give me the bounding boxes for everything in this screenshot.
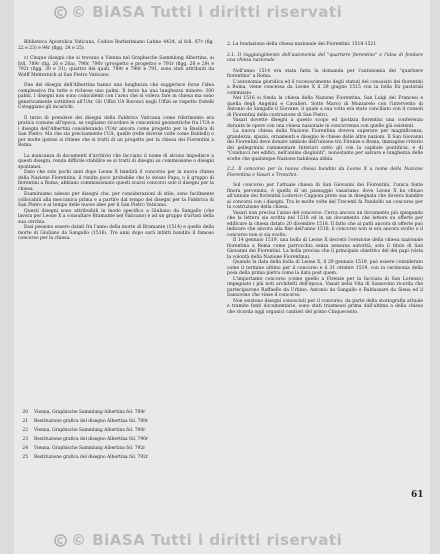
caption-line: 24 Vienna, Graphische Sammlung Albertina fol. 792r xyxy=(22,446,146,451)
right-paragraph: Vasari dovette disegni a questo scopo ed ipotizza fiorentini una conferenza durante le opere con una chiesa nazionale in concorrenza con quelle già esistenti. xyxy=(227,118,423,129)
watermark-text: © BiASA Tutti i diritti riservati xyxy=(71,531,343,549)
section-heading: 2. La fondazione della chiesa nazionale dei Fiorentini: 1518-1521 xyxy=(227,42,377,47)
right-paragraph: L'importante concorso (come quello a Firenze per la facciata di San Lorenzo) impegnato i più noti architetti dell'epoca. Vasari nella Vita di Sansovino ricorda che parteciparono Raffaello da Urbino, Antonio da Sangallo e Baldassare da Siena ed il Sansovino che vinse il concorso. xyxy=(227,276,423,298)
left-paragraph: c) Cinque disegni che si trovano a Vienna nel Graphische Sammlung Albertina, ai foll. 789r (fig. 26 e 26a), 790r, 790v (prospetto e progetto) e 791r (figg. 28 e 29) e 792r (figg. 30 e 31); quattro dei quali, 789r e 790r e 791, sono stati attribuiti da Wolff Metternich al San Pietro Vaticano. xyxy=(18,56,214,78)
right-paragraph: La nuova chiesa della Nazione Fiorentina doveva superare per magnificenza, grandezza, spazio, ornamenti e disegno le chiese delle altre nazioni. Il San Giovanni dei Fiorentini deve donare simbolo dell'unione tra Firenze e Roma, immagine criterio dei pellegrinini rammentare Interiori sotto gli con la capitale pontificia, e di "Conducci nei edifici, nell'animo disgiunti", nonostante per salvare e lunghezza delle scelte che qualunque Nazione babilonia abbia. xyxy=(227,129,423,162)
left-paragraph: Essi possono essere datati fra l'anno della morte di Bramante (1514) e quello della morte di Giuliano da Sangallo (1516). Tre anni dopo sarà infatti bandito il famoso concorso per la chiesa. xyxy=(18,225,214,241)
subsection-heading: 2.2. Il concorso per la nuova chiesa bandito da Leone X a nome della Nazione Fiorentina e Vasari e Tronchin. xyxy=(227,167,423,178)
caption-line: 25 Restituzione grafica del disegno Albertina fol. 792r xyxy=(22,455,149,460)
right-paragraph: Vasari non precisa l'anno del concorso. Cerca ancora un documento più spiegando che la lettera sia scritta nel 1518 ed in un documento che lettere su offerte per edificare la chiesa datato 20 dicembre 1518. Il fatto che ai patti ancora di offerte può indicare che ancora alla fine dell'anno 1518, il concorso non si era ancora svolto o il concorso non si sia svolto. xyxy=(227,210,423,238)
subsection-heading: 2.1. Il raggiungimento dell'autonomia del "quartiere fiorentino" e l'idea di fondare una chiesa nazionale xyxy=(227,52,423,63)
left-column xyxy=(18,4,214,242)
right-paragraph: Non esistono disegni conosciuti per il concorso, da parte della storiografia attuale e tramite fonti documentarie, sono stati trasmessi prima dall'ultima a della chiesa che ricorda oggi organici cantieri del primo Cinquecento. xyxy=(227,298,423,315)
right-column xyxy=(227,4,423,315)
right-paragraph: Quando la data della bolla di Leone X, il 29 gennaio 1519, può essere considerato come il termine ultimo per il concorso e il 31 ottobre 1519, con la cerimonia della posa della prima pietra come la data post quem. xyxy=(227,260,423,276)
left-paragraph: Il terzo di prendere dei disegni della Fabbrica Vaticana come riferimento era pratica comune all'epoca, se vogliamo ricordare le concezioni geometriche fra l'UA e i disegni dell'Albertini considerando l'UAr ancora come progetto per la Basilica di San Pietro. Ma che sia precisamente l'UA, quelle (relle diverse volte come Baldelli) o per molte ipotesi si ritiene che si tratti di un progetto per la chiesa dei Fiorentini a Roma. xyxy=(18,115,214,148)
right-paragraph: Nel 1516 si fonda la chiesa della Nazione Fiorentina, San Luigi dei Francesi e quella degli Angelini e Cavalieri. Sotto Marco di Mozzarelo con l'intervento di Antonio da Sangallo il Giovane, il quale a sua volta era stato conciliato con il consoli di Fiorentini della costruzione di San Pietro. xyxy=(227,96,423,118)
left-paragraph: La mancanza di documenti d'archivio che facciano il nome di alcuno impedisce a questi disegni, renda difficile stabilire se si tratti di disegni su commissione o disegni spontanei. xyxy=(18,153,214,170)
left-paragraph: Questi disegni sono attribuibili in modo specifico a Giuliano da Sangallo (che lavora per Leone X a consultare Bramante nel Vaticano) e ad un gruppo d'artisti della sua cerchia. xyxy=(18,208,214,225)
right-paragraph: Il 14 gennaio 1519, una bolla di Leone X decretò l'erezione della chiesa nazionale fiorentina a Roma come parrocchia senza nessuna autorità, solo il titolo di San Giovanni dei Fiorentini. La bolla precisa che il principale obiettivo del dei papi (vista la volontà della Nazione Fiorentina). xyxy=(227,238,423,260)
left-paragraph: Esaminiamo adesso per disegni che, per considerazioni di stile, sono facilmente collocabili alla meccanica prima e a partire dal tempo dei disegni per la Fabbrica di San Pietro e al tempo delle nuove idee per il San Pietro Vaticano. xyxy=(18,192,214,208)
scanned-page xyxy=(14,0,430,554)
watermark-text: © BiASA Tutti i diritti riservati xyxy=(71,3,343,21)
right-paragraph: Sul concorso per l'attuale chiesa di San Giovanni dei Fiorentini, l'unica fonte finora pervenuta, è quella di un passaggio vasariano: dove Leone X ha chiuso all'unione dei fiorentini Lodovico Capponi prete sua in disegnata che doveva bandire ai concorsi con i disegni. Tra le molte volte del Trecenti fa Pandolfo un concorso per la costruzione della chiesa. xyxy=(227,183,423,210)
right-paragraph: Nell'anno 1514 era stata fatta la domanda per l'autonomia del "quartiere fiorentino" a Roma. xyxy=(227,68,423,79)
page-number: 61 xyxy=(411,490,424,500)
caption-line: 22 Vienna, Graphische Sammlung Albertina fol. 790r xyxy=(22,428,146,433)
left-paragraph: Due dei disegni dell'Albertina hanno uno lunghezza che suggerisce forse l'idea complessiva fra tutte e richiese uno palmi. Il terzo ha una lunghezza minore: 300 palmi. I disegni non sono coincidenti con l'area che si voleva fare in chiesa ma sono genericamente sottintesi all'UAr. Gli Uffizi UA Baronci negli Uffizi se rispetto fratelli Coteggiano gli incarichi. xyxy=(18,83,214,110)
figure-captions xyxy=(18,408,214,462)
caption-line: 23 Restituzione grafica del disegno Albertina fol. 790r xyxy=(22,437,149,442)
caption-line: 21 Restituzione grafica del disegno Albertina fol. 789r xyxy=(22,419,149,424)
right-paragraph: L'autonomia giuridica ed il riconoscimento degli statuti del consolato dei fiorentini a Roma, viene concessa da Leone X il 29 giugno 1515 con la bolla Ex pastorali commissio. xyxy=(227,79,423,96)
copyright-icon xyxy=(54,534,67,547)
watermark-bottom xyxy=(54,531,342,549)
caption-line: 20 Vienna, Graphische Sammlung Albertina fol. 789r xyxy=(22,410,146,415)
left-paragraph: Dato che solo pochi anni dopo Leone X bandirà il concorso per la nuova chiesa della Nazione Fiorentina, il risulta poco probabile che lo stesso Papa, o il gruppo di fiorentini a Roma, abbiano commissionato questi scarsi concorsi solo il disegni per la chiesa. xyxy=(18,170,214,192)
left-paragraph: Biblioteca Apostolica Vaticana, Codice Barberiniano Latino 4424, al foll. 87v (fig. 22 e 23) e 94r (figg. 24 e 25). xyxy=(18,40,214,51)
